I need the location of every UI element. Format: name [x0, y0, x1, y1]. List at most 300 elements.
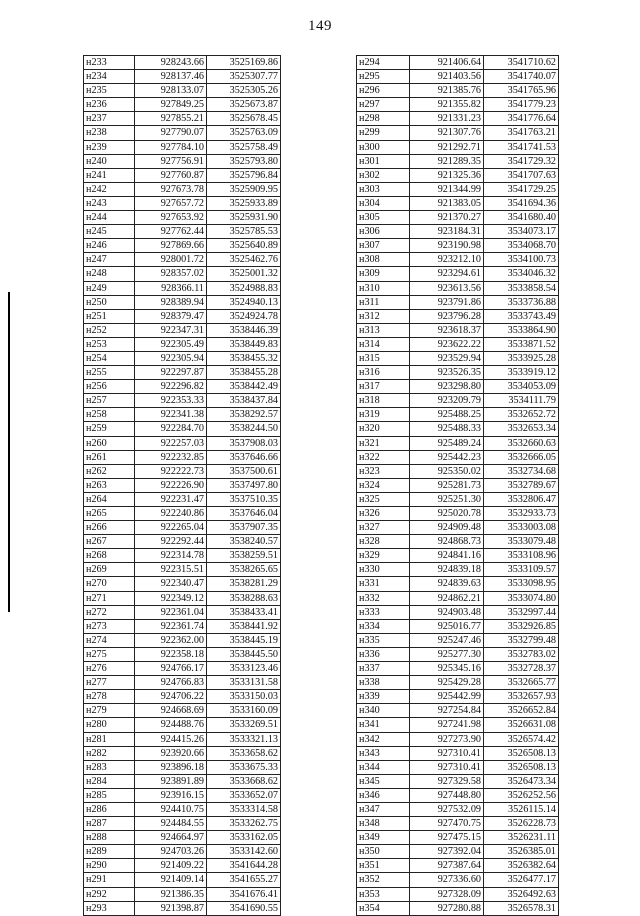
x-coordinate-cell: 924903.48 — [410, 605, 484, 619]
point-id-cell: н241 — [84, 168, 135, 182]
point-id-cell: н240 — [84, 154, 135, 168]
x-coordinate-cell: 922362.00 — [135, 633, 207, 647]
y-coordinate-cell: 3532657.93 — [484, 690, 559, 704]
point-id-cell: н331 — [357, 577, 410, 591]
table-row — [357, 84, 559, 98]
point-id-cell: н309 — [357, 267, 410, 281]
table-row — [357, 168, 559, 182]
y-coordinate-cell: 3537510.35 — [207, 492, 281, 506]
point-id-cell: н277 — [84, 676, 135, 690]
table-row — [84, 253, 281, 267]
x-coordinate-cell: 922349.12 — [135, 591, 207, 605]
x-coordinate-cell: 922353.33 — [135, 394, 207, 408]
y-coordinate-cell: 3526382.64 — [484, 859, 559, 873]
y-coordinate-cell: 3541765.96 — [484, 84, 559, 98]
table-row — [357, 676, 559, 690]
y-coordinate-cell: 3541690.55 — [207, 901, 281, 915]
point-id-cell: н284 — [84, 774, 135, 788]
y-coordinate-cell: 3526477.17 — [484, 873, 559, 887]
x-coordinate-cell: 927475.15 — [410, 831, 484, 845]
y-coordinate-cell: 3538259.51 — [207, 549, 281, 563]
table-row — [357, 859, 559, 873]
y-coordinate-cell: 3525307.77 — [207, 70, 281, 84]
table-row — [357, 295, 559, 309]
point-id-cell: н271 — [84, 591, 135, 605]
table-row — [357, 633, 559, 647]
x-coordinate-cell: 925488.33 — [410, 422, 484, 436]
x-coordinate-cell: 927855.21 — [135, 112, 207, 126]
x-coordinate-cell: 923891.89 — [135, 774, 207, 788]
table-row — [84, 182, 281, 196]
y-coordinate-cell: 3541779.23 — [484, 98, 559, 112]
table-row — [84, 887, 281, 901]
table-row — [84, 408, 281, 422]
point-id-cell: н352 — [357, 873, 410, 887]
y-coordinate-cell: 3538446.39 — [207, 323, 281, 337]
y-coordinate-cell: 3532926.85 — [484, 619, 559, 633]
point-id-cell: н348 — [357, 817, 410, 831]
table-row — [84, 901, 281, 915]
point-id-cell: н350 — [357, 845, 410, 859]
x-coordinate-cell: 925442.23 — [410, 450, 484, 464]
table-row — [357, 732, 559, 746]
table-row — [357, 211, 559, 225]
table-row — [84, 746, 281, 760]
table-row — [357, 380, 559, 394]
table-row — [84, 394, 281, 408]
x-coordinate-cell: 924410.75 — [135, 802, 207, 816]
table-row — [84, 676, 281, 690]
y-coordinate-cell: 3538441.92 — [207, 619, 281, 633]
y-coordinate-cell: 3525678.45 — [207, 112, 281, 126]
point-id-cell: н273 — [84, 619, 135, 633]
y-coordinate-cell: 3533919.12 — [484, 366, 559, 380]
point-id-cell: н244 — [84, 211, 135, 225]
y-coordinate-cell: 3534053.09 — [484, 380, 559, 394]
y-coordinate-cell: 3533925.28 — [484, 351, 559, 365]
y-coordinate-cell: 3532734.68 — [484, 464, 559, 478]
point-id-cell: н325 — [357, 492, 410, 506]
table-row — [357, 662, 559, 676]
y-coordinate-cell: 3525933.89 — [207, 196, 281, 210]
y-coordinate-cell: 3525931.90 — [207, 211, 281, 225]
table-row — [357, 901, 559, 915]
y-coordinate-cell: 3526492.63 — [484, 887, 559, 901]
y-coordinate-cell: 3541763.21 — [484, 126, 559, 140]
y-coordinate-cell: 3524988.83 — [207, 281, 281, 295]
table-row — [357, 70, 559, 84]
x-coordinate-cell: 925247.46 — [410, 633, 484, 647]
point-id-cell: н311 — [357, 295, 410, 309]
table-row — [84, 126, 281, 140]
point-id-cell: н334 — [357, 619, 410, 633]
table-row — [357, 408, 559, 422]
x-coordinate-cell: 925442.99 — [410, 690, 484, 704]
point-id-cell: н294 — [357, 56, 410, 70]
point-id-cell: н347 — [357, 802, 410, 816]
x-coordinate-cell: 925488.25 — [410, 408, 484, 422]
table-row — [84, 225, 281, 239]
x-coordinate-cell: 922257.03 — [135, 436, 207, 450]
y-coordinate-cell: 3533668.62 — [207, 774, 281, 788]
point-id-cell: н247 — [84, 253, 135, 267]
y-coordinate-cell: 3538288.63 — [207, 591, 281, 605]
point-id-cell: н280 — [84, 718, 135, 732]
y-coordinate-cell: 3532799.48 — [484, 633, 559, 647]
y-coordinate-cell: 3532933.73 — [484, 507, 559, 521]
table-row — [357, 802, 559, 816]
x-coordinate-cell: 928357.02 — [135, 267, 207, 281]
point-id-cell: н305 — [357, 211, 410, 225]
point-id-cell: н234 — [84, 70, 135, 84]
y-coordinate-cell: 3537497.80 — [207, 478, 281, 492]
y-coordinate-cell: 3525169.86 — [207, 56, 281, 70]
y-coordinate-cell: 3526508.13 — [484, 746, 559, 760]
point-id-cell: н249 — [84, 281, 135, 295]
point-id-cell: н237 — [84, 112, 135, 126]
x-coordinate-cell: 923916.15 — [135, 788, 207, 802]
x-coordinate-cell: 922341.38 — [135, 408, 207, 422]
table-row — [84, 168, 281, 182]
table-row — [84, 211, 281, 225]
point-id-cell: н275 — [84, 647, 135, 661]
y-coordinate-cell: 3533098.95 — [484, 577, 559, 591]
table-row — [84, 633, 281, 647]
point-id-cell: н300 — [357, 140, 410, 154]
point-id-cell: н236 — [84, 98, 135, 112]
table-row — [84, 704, 281, 718]
y-coordinate-cell: 3537646.04 — [207, 507, 281, 521]
x-coordinate-cell: 921398.87 — [135, 901, 207, 915]
x-coordinate-cell: 922231.47 — [135, 492, 207, 506]
y-coordinate-cell: 3533321.13 — [207, 732, 281, 746]
table-row — [84, 690, 281, 704]
point-id-cell: н338 — [357, 676, 410, 690]
y-coordinate-cell: 3533314.58 — [207, 802, 281, 816]
point-id-cell: н261 — [84, 450, 135, 464]
table-row — [357, 577, 559, 591]
point-id-cell: н323 — [357, 464, 410, 478]
table-row — [84, 450, 281, 464]
y-coordinate-cell: 3541740.07 — [484, 70, 559, 84]
table-row — [357, 225, 559, 239]
point-id-cell: н279 — [84, 704, 135, 718]
point-id-cell: н319 — [357, 408, 410, 422]
y-coordinate-cell: 3533871.52 — [484, 337, 559, 351]
x-coordinate-cell: 924839.63 — [410, 577, 484, 591]
y-coordinate-cell: 3533108.96 — [484, 549, 559, 563]
table-row — [357, 394, 559, 408]
point-id-cell: н243 — [84, 196, 135, 210]
y-coordinate-cell: 3526631.08 — [484, 718, 559, 732]
x-coordinate-cell: 927329.58 — [410, 774, 484, 788]
y-coordinate-cell: 3533269.51 — [207, 718, 281, 732]
point-id-cell: н317 — [357, 380, 410, 394]
table-row — [357, 774, 559, 788]
point-id-cell: н316 — [357, 366, 410, 380]
point-id-cell: н343 — [357, 746, 410, 760]
x-coordinate-cell: 923212.10 — [410, 253, 484, 267]
x-coordinate-cell: 925251.30 — [410, 492, 484, 506]
point-id-cell: н285 — [84, 788, 135, 802]
table-row — [84, 563, 281, 577]
point-id-cell: н256 — [84, 380, 135, 394]
x-coordinate-cell: 923920.66 — [135, 746, 207, 760]
point-id-cell: н328 — [357, 535, 410, 549]
y-coordinate-cell: 3533079.48 — [484, 535, 559, 549]
x-coordinate-cell: 921386.35 — [135, 887, 207, 901]
point-id-cell: н306 — [357, 225, 410, 239]
x-coordinate-cell: 925489.24 — [410, 436, 484, 450]
y-coordinate-cell: 3532652.72 — [484, 408, 559, 422]
point-id-cell: н296 — [357, 84, 410, 98]
point-id-cell: н269 — [84, 563, 135, 577]
y-coordinate-cell: 3533160.09 — [207, 704, 281, 718]
x-coordinate-cell: 928001.72 — [135, 253, 207, 267]
x-coordinate-cell: 922347.31 — [135, 323, 207, 337]
table-row — [84, 549, 281, 563]
table-row — [357, 436, 559, 450]
x-coordinate-cell: 924868.73 — [410, 535, 484, 549]
point-id-cell: н253 — [84, 337, 135, 351]
table-row — [357, 154, 559, 168]
y-coordinate-cell: 3532728.37 — [484, 662, 559, 676]
point-id-cell: н248 — [84, 267, 135, 281]
y-coordinate-cell: 3534073.17 — [484, 225, 559, 239]
table-row — [84, 98, 281, 112]
point-id-cell: н321 — [357, 436, 410, 450]
table-row — [84, 774, 281, 788]
x-coordinate-cell: 923896.18 — [135, 760, 207, 774]
x-coordinate-cell: 924839.18 — [410, 563, 484, 577]
x-coordinate-cell: 922340.47 — [135, 577, 207, 591]
table-row — [357, 98, 559, 112]
x-coordinate-cell: 921355.82 — [410, 98, 484, 112]
x-coordinate-cell: 922315.51 — [135, 563, 207, 577]
x-coordinate-cell: 928243.66 — [135, 56, 207, 70]
y-coordinate-cell: 3534111.79 — [484, 394, 559, 408]
table-row — [84, 196, 281, 210]
table-row — [84, 732, 281, 746]
y-coordinate-cell: 3526115.14 — [484, 802, 559, 816]
x-coordinate-cell: 921383.05 — [410, 196, 484, 210]
x-coordinate-cell: 922232.85 — [135, 450, 207, 464]
table-row — [357, 591, 559, 605]
y-coordinate-cell: 3538455.28 — [207, 366, 281, 380]
point-id-cell: н258 — [84, 408, 135, 422]
y-coordinate-cell: 3525785.53 — [207, 225, 281, 239]
y-coordinate-cell: 3541776.64 — [484, 112, 559, 126]
table-row — [357, 253, 559, 267]
y-coordinate-cell: 3533743.49 — [484, 309, 559, 323]
x-coordinate-cell: 923294.61 — [410, 267, 484, 281]
y-coordinate-cell: 3533003.08 — [484, 521, 559, 535]
point-id-cell: н337 — [357, 662, 410, 676]
y-coordinate-cell: 3533142.60 — [207, 845, 281, 859]
x-coordinate-cell: 927790.07 — [135, 126, 207, 140]
table-row — [357, 478, 559, 492]
table-row — [357, 182, 559, 196]
table-row — [84, 845, 281, 859]
point-id-cell: н272 — [84, 605, 135, 619]
y-coordinate-cell: 3541729.25 — [484, 182, 559, 196]
x-coordinate-cell: 924862.21 — [410, 591, 484, 605]
table-row — [84, 281, 281, 295]
x-coordinate-cell: 924415.26 — [135, 732, 207, 746]
table-row — [357, 309, 559, 323]
y-coordinate-cell: 3533858.54 — [484, 281, 559, 295]
x-coordinate-cell: 925277.30 — [410, 647, 484, 661]
table-row — [357, 267, 559, 281]
table-row — [84, 366, 281, 380]
point-id-cell: н322 — [357, 450, 410, 464]
x-coordinate-cell: 923796.28 — [410, 309, 484, 323]
x-coordinate-cell: 922314.78 — [135, 549, 207, 563]
table-row — [357, 535, 559, 549]
point-id-cell: н245 — [84, 225, 135, 239]
y-coordinate-cell: 3525758.49 — [207, 140, 281, 154]
point-id-cell: н354 — [357, 901, 410, 915]
x-coordinate-cell: 924766.83 — [135, 676, 207, 690]
y-coordinate-cell: 3533131.58 — [207, 676, 281, 690]
x-coordinate-cell: 921325.36 — [410, 168, 484, 182]
coordinates-table-left — [83, 55, 281, 916]
table-row — [357, 873, 559, 887]
table-row — [357, 351, 559, 365]
point-id-cell: н302 — [357, 168, 410, 182]
point-id-cell: н318 — [357, 394, 410, 408]
table-row — [84, 605, 281, 619]
table-row — [357, 239, 559, 253]
point-id-cell: н303 — [357, 182, 410, 196]
y-coordinate-cell: 3538449.83 — [207, 337, 281, 351]
x-coordinate-cell: 923622.22 — [410, 337, 484, 351]
x-coordinate-cell: 928389.94 — [135, 295, 207, 309]
x-coordinate-cell: 927387.64 — [410, 859, 484, 873]
point-id-cell: н345 — [357, 774, 410, 788]
point-id-cell: н278 — [84, 690, 135, 704]
table-row — [84, 507, 281, 521]
y-coordinate-cell: 3538455.32 — [207, 351, 281, 365]
table-row — [84, 619, 281, 633]
y-coordinate-cell: 3525793.80 — [207, 154, 281, 168]
table-row — [84, 760, 281, 774]
x-coordinate-cell: 921403.56 — [410, 70, 484, 84]
y-coordinate-cell: 3534068.70 — [484, 239, 559, 253]
table-row — [357, 366, 559, 380]
point-id-cell: н346 — [357, 788, 410, 802]
y-coordinate-cell: 3541741.53 — [484, 140, 559, 154]
x-coordinate-cell: 927273.90 — [410, 732, 484, 746]
x-coordinate-cell: 923526.35 — [410, 366, 484, 380]
y-coordinate-cell: 3526574.42 — [484, 732, 559, 746]
coordinates-table-right — [356, 55, 559, 916]
point-id-cell: н329 — [357, 549, 410, 563]
table-row — [357, 112, 559, 126]
x-coordinate-cell: 927310.41 — [410, 760, 484, 774]
x-coordinate-cell: 927849.25 — [135, 98, 207, 112]
point-id-cell: н336 — [357, 647, 410, 661]
table-row — [357, 56, 559, 70]
y-coordinate-cell: 3538445.19 — [207, 633, 281, 647]
x-coordinate-cell: 925016.77 — [410, 619, 484, 633]
table-row — [357, 196, 559, 210]
table-row — [84, 873, 281, 887]
point-id-cell: н327 — [357, 521, 410, 535]
y-coordinate-cell: 3534046.32 — [484, 267, 559, 281]
y-coordinate-cell: 3526385.01 — [484, 845, 559, 859]
x-coordinate-cell: 927328.09 — [410, 887, 484, 901]
table-row — [357, 704, 559, 718]
y-coordinate-cell: 3532806.47 — [484, 492, 559, 506]
x-coordinate-cell: 924664.97 — [135, 831, 207, 845]
table-row — [84, 351, 281, 365]
point-id-cell: н310 — [357, 281, 410, 295]
y-coordinate-cell: 3538433.41 — [207, 605, 281, 619]
point-id-cell: н287 — [84, 817, 135, 831]
point-id-cell: н298 — [357, 112, 410, 126]
y-coordinate-cell: 3526652.84 — [484, 704, 559, 718]
point-id-cell: н267 — [84, 535, 135, 549]
point-id-cell: н313 — [357, 323, 410, 337]
table-row — [84, 521, 281, 535]
y-coordinate-cell: 3541644.28 — [207, 859, 281, 873]
y-coordinate-cell: 3526231.11 — [484, 831, 559, 845]
point-id-cell: н250 — [84, 295, 135, 309]
table-row — [357, 464, 559, 478]
y-coordinate-cell: 3538240.57 — [207, 535, 281, 549]
point-id-cell: н265 — [84, 507, 135, 521]
x-coordinate-cell: 923791.86 — [410, 295, 484, 309]
x-coordinate-cell: 921292.71 — [410, 140, 484, 154]
table-row — [84, 295, 281, 309]
x-coordinate-cell: 924484.55 — [135, 817, 207, 831]
x-coordinate-cell: 924488.76 — [135, 718, 207, 732]
point-id-cell: н266 — [84, 521, 135, 535]
table-row — [84, 535, 281, 549]
y-coordinate-cell: 3525462.76 — [207, 253, 281, 267]
point-id-cell: н342 — [357, 732, 410, 746]
table-row — [84, 56, 281, 70]
y-coordinate-cell: 3533123.46 — [207, 662, 281, 676]
y-coordinate-cell: 3524924.78 — [207, 309, 281, 323]
table-row — [357, 831, 559, 845]
x-coordinate-cell: 924706.22 — [135, 690, 207, 704]
x-coordinate-cell: 922358.18 — [135, 647, 207, 661]
x-coordinate-cell: 921385.76 — [410, 84, 484, 98]
x-coordinate-cell: 928133.07 — [135, 84, 207, 98]
table-row — [84, 492, 281, 506]
x-coordinate-cell: 923529.94 — [410, 351, 484, 365]
point-id-cell: н235 — [84, 84, 135, 98]
y-coordinate-cell: 3526578.31 — [484, 901, 559, 915]
table-row — [357, 422, 559, 436]
x-coordinate-cell: 927756.91 — [135, 154, 207, 168]
y-coordinate-cell: 3525909.95 — [207, 182, 281, 196]
x-coordinate-cell: 922226.90 — [135, 478, 207, 492]
table-row — [357, 337, 559, 351]
point-id-cell: н339 — [357, 690, 410, 704]
x-coordinate-cell: 928366.11 — [135, 281, 207, 295]
table-row — [357, 450, 559, 464]
table-row — [84, 239, 281, 253]
point-id-cell: н289 — [84, 845, 135, 859]
x-coordinate-cell: 925020.78 — [410, 507, 484, 521]
y-coordinate-cell: 3532666.05 — [484, 450, 559, 464]
table-row — [84, 112, 281, 126]
point-id-cell: н257 — [84, 394, 135, 408]
page-number: 149 — [308, 18, 332, 34]
